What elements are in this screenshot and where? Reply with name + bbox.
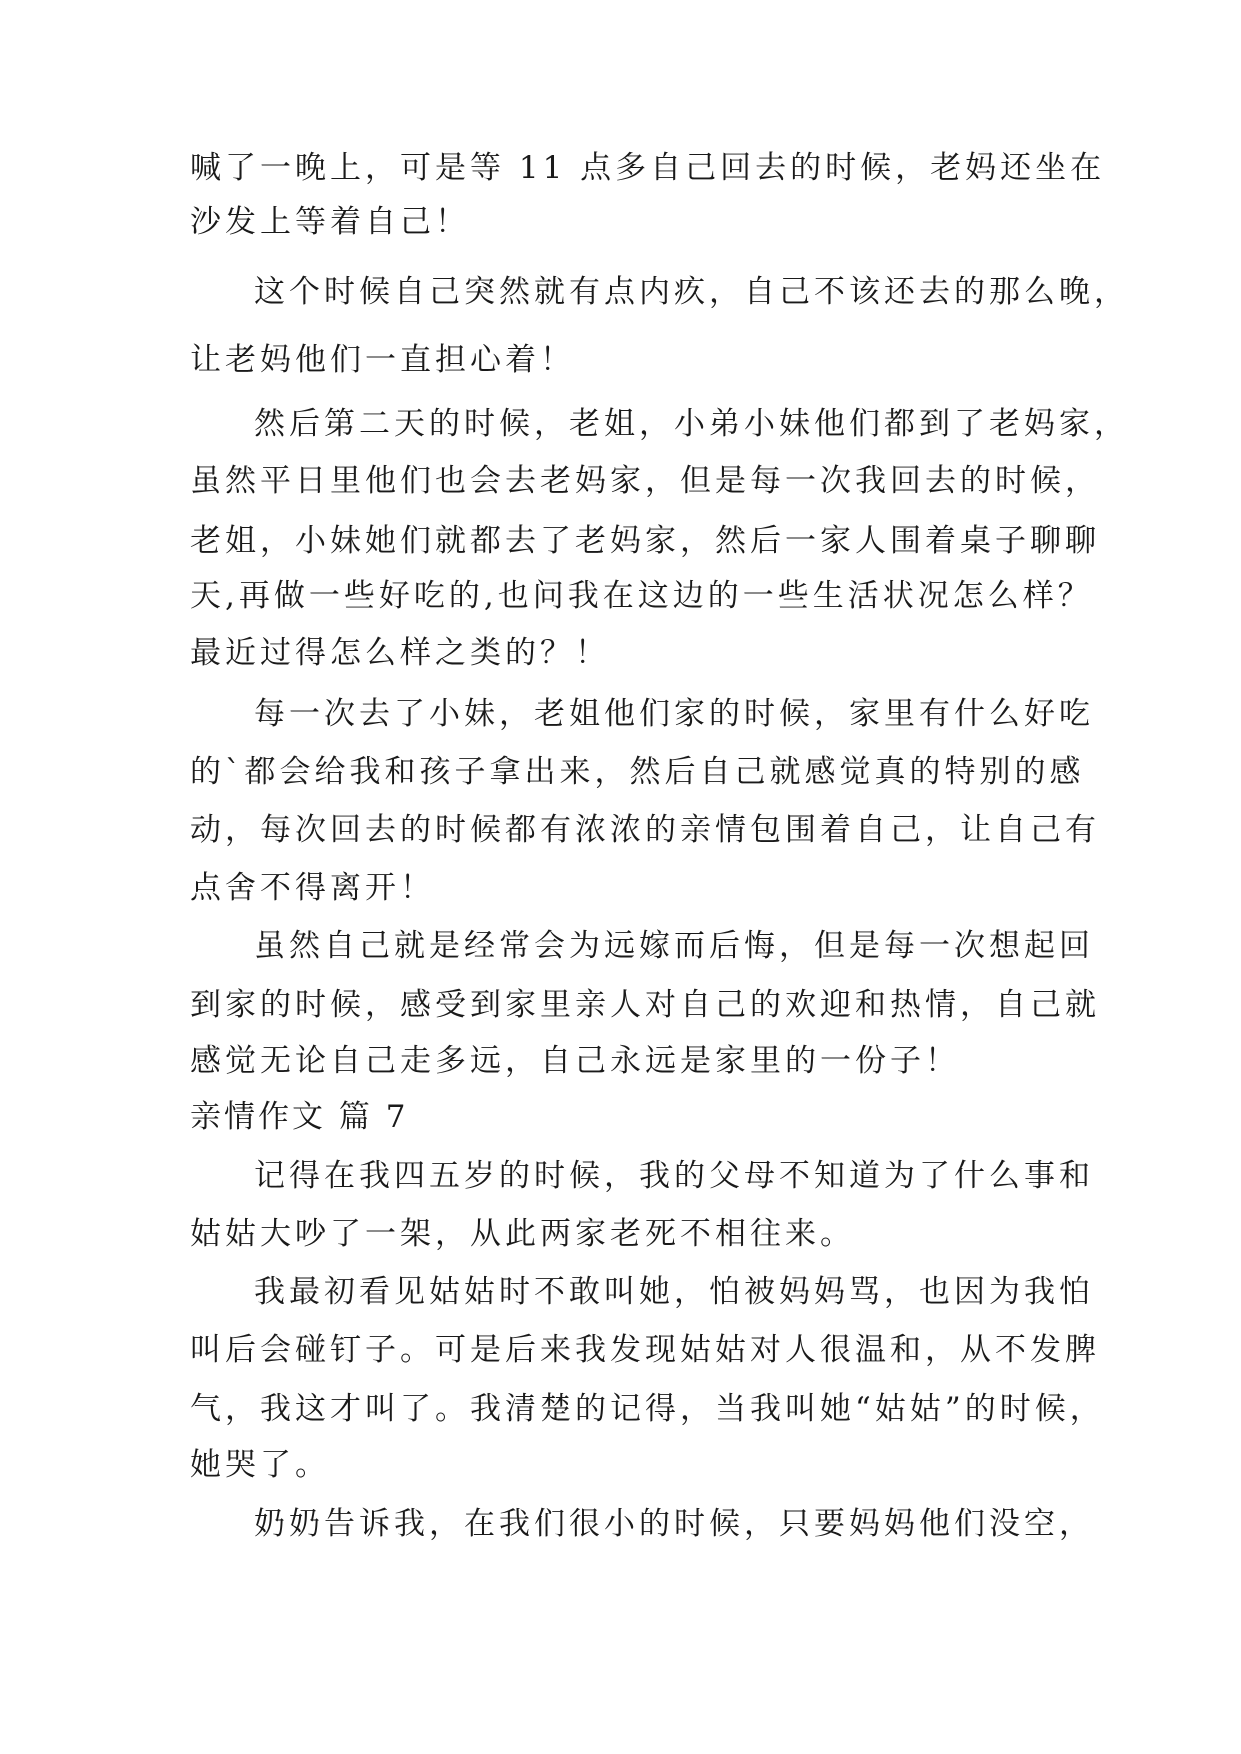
text-line: 到家的时候，感受到家里亲人对自己的欢迎和热情，自己就: [190, 987, 1100, 1023]
paragraph-start-line: 然后第二天的时候，老姐，小弟小妹他们都到了老妈家，: [254, 406, 1129, 442]
text-line: 最近过得怎么样之类的？！: [190, 635, 610, 671]
paragraph-start-line: 记得在我四五岁的时候，我的父母不知道为了什么事和: [254, 1158, 1094, 1194]
paragraph-start-line: 每一次去了小妹，老姐他们家的时候，家里有什么好吃: [254, 696, 1094, 732]
paragraph-start-line: 我最初看见姑姑时不敢叫她，怕被妈妈骂，也因为我怕: [254, 1274, 1094, 1310]
text-line: 老姐，小妹她们就都去了老妈家，然后一家人围着桌子聊聊: [190, 523, 1100, 559]
text-line: 的`都会给我和孩子拿出来，然后自己就感觉真的特别的感: [190, 754, 1085, 790]
text-line: 让老妈他们一直担心着！: [190, 342, 575, 378]
text-line: 天,再做一些好吃的,也问我在这边的一些生活状况怎么样？: [190, 578, 1093, 614]
paragraph-start-line: 虽然自己就是经常会为远嫁而后悔，但是每一次想起回: [254, 928, 1094, 964]
paragraph-start-line: 奶奶告诉我，在我们很小的时候，只要妈妈他们没空，: [254, 1506, 1094, 1542]
text-line: 姑姑大吵了一架，从此两家老死不相往来。: [190, 1216, 855, 1252]
text-line: 叫后会碰钉子。可是后来我发现姑姑对人很温和，从不发脾: [190, 1332, 1100, 1368]
section-heading: 亲情作文 篇 7: [190, 1099, 409, 1135]
text-line: 点舍不得离开！: [190, 870, 435, 906]
text-line: 动，每次回去的时候都有浓浓的亲情包围着自己，让自己有: [190, 812, 1100, 848]
text-line: 她哭了。: [190, 1447, 330, 1483]
text-line: 虽然平日里他们也会去老妈家，但是每一次我回去的时候，: [190, 463, 1100, 499]
text-line: 感觉无论自己走多远，自己永远是家里的一份子！: [190, 1043, 960, 1079]
text-line: 气，我这才叫了。我清楚的记得，当我叫她“姑姑”的时候，: [190, 1391, 1105, 1427]
paragraph-start-line: 这个时候自己突然就有点内疚，自己不该还去的那么晚，: [254, 274, 1129, 310]
text-line: 喊了一晚上，可是等 11 点多自己回去的时候，老妈还坐在: [190, 150, 1106, 186]
text-line: 沙发上等着自己！: [190, 204, 470, 240]
